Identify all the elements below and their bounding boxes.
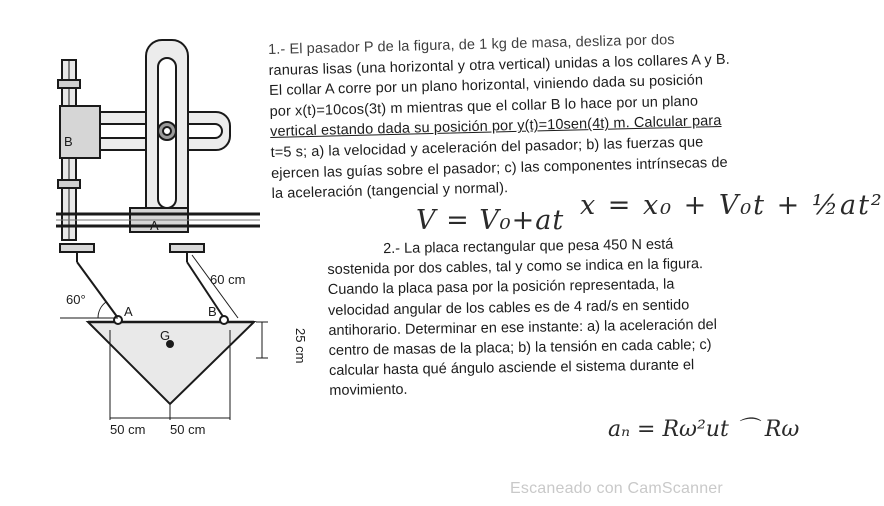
problem1-line: ranuras lisas (una horizontal y otra vertical) unidas a los collares A y B. <box>268 51 730 79</box>
handwritten-velocity-formula: V = V₀+at <box>416 205 565 236</box>
figure1-label-b: B <box>64 134 73 149</box>
problem2-text <box>327 232 834 402</box>
problem1-line: El collar A corre por un plano horizontal, viniendo dada su posición <box>268 72 704 100</box>
figure1-mechanism <box>56 40 260 240</box>
problem1-line: vertical estando dada su posición por y(t)=10sen(4t) m. Calcular para <box>269 113 722 141</box>
problem1-line: la aceleración (tangencial y normal). <box>271 180 509 203</box>
camscanner-watermark: Escaneado con CamScanner <box>510 480 723 497</box>
handwritten-note: aₙ = Rω²ut ⌒ Rω <box>608 417 800 442</box>
problem2-line: Cuando la placa pasa por la posición representada, la <box>327 276 675 299</box>
problem1-line: 1.- El pasador P de la figura, de 1 kg de masa, desliza por dos <box>267 32 675 58</box>
figure2-cable-length-label: 60 cm <box>210 272 246 287</box>
problem1-line: t=5 s; a) la velocidad y aceleración del pasador; b) las fuerzas que <box>270 134 704 161</box>
problem2-line: sostenida por dos cables, tal y como se indica en la figura. <box>327 256 704 279</box>
problem2-line: calcular hasta qué ángulo asciende el sistema durante el <box>328 357 695 380</box>
problem1-text <box>268 30 832 204</box>
problem2-line: velocidad angular de los cables es de 4 rad/s en sentido <box>327 296 690 319</box>
figure1-label-a: A <box>150 218 159 233</box>
figure2-label-g: G <box>160 328 171 343</box>
problem1-line: ejercen las guías sobre el pasador; c) las componentes intrínsecas de <box>270 154 728 182</box>
handwritten-position-formula: x = x₀ + V₀t + ½at² <box>580 190 884 221</box>
problem1-line: por x(t)=10cos(3t) m mientras que el collar B lo hace por un plano <box>269 93 699 120</box>
problem2-line: centro de masas de la placa; b) la tensión en cada cable; c) <box>328 336 712 360</box>
figure2-half-width-right: 50 cm <box>170 422 206 437</box>
problem2-line: antihorario. Determinar en ese instante: a) la aceleración del <box>328 316 718 339</box>
figure2-height-label: 25 cm <box>293 328 308 364</box>
figure2-label-b: B <box>208 304 217 319</box>
figure2-label-a: A <box>124 304 133 319</box>
problem2-line: movimiento. <box>329 382 408 400</box>
figure2-half-width-left: 50 cm <box>110 422 146 437</box>
problem2-line: 2.- La placa rectangular que pesa 450 N está <box>383 236 674 258</box>
figure2-angle-label: 60° <box>66 292 86 307</box>
